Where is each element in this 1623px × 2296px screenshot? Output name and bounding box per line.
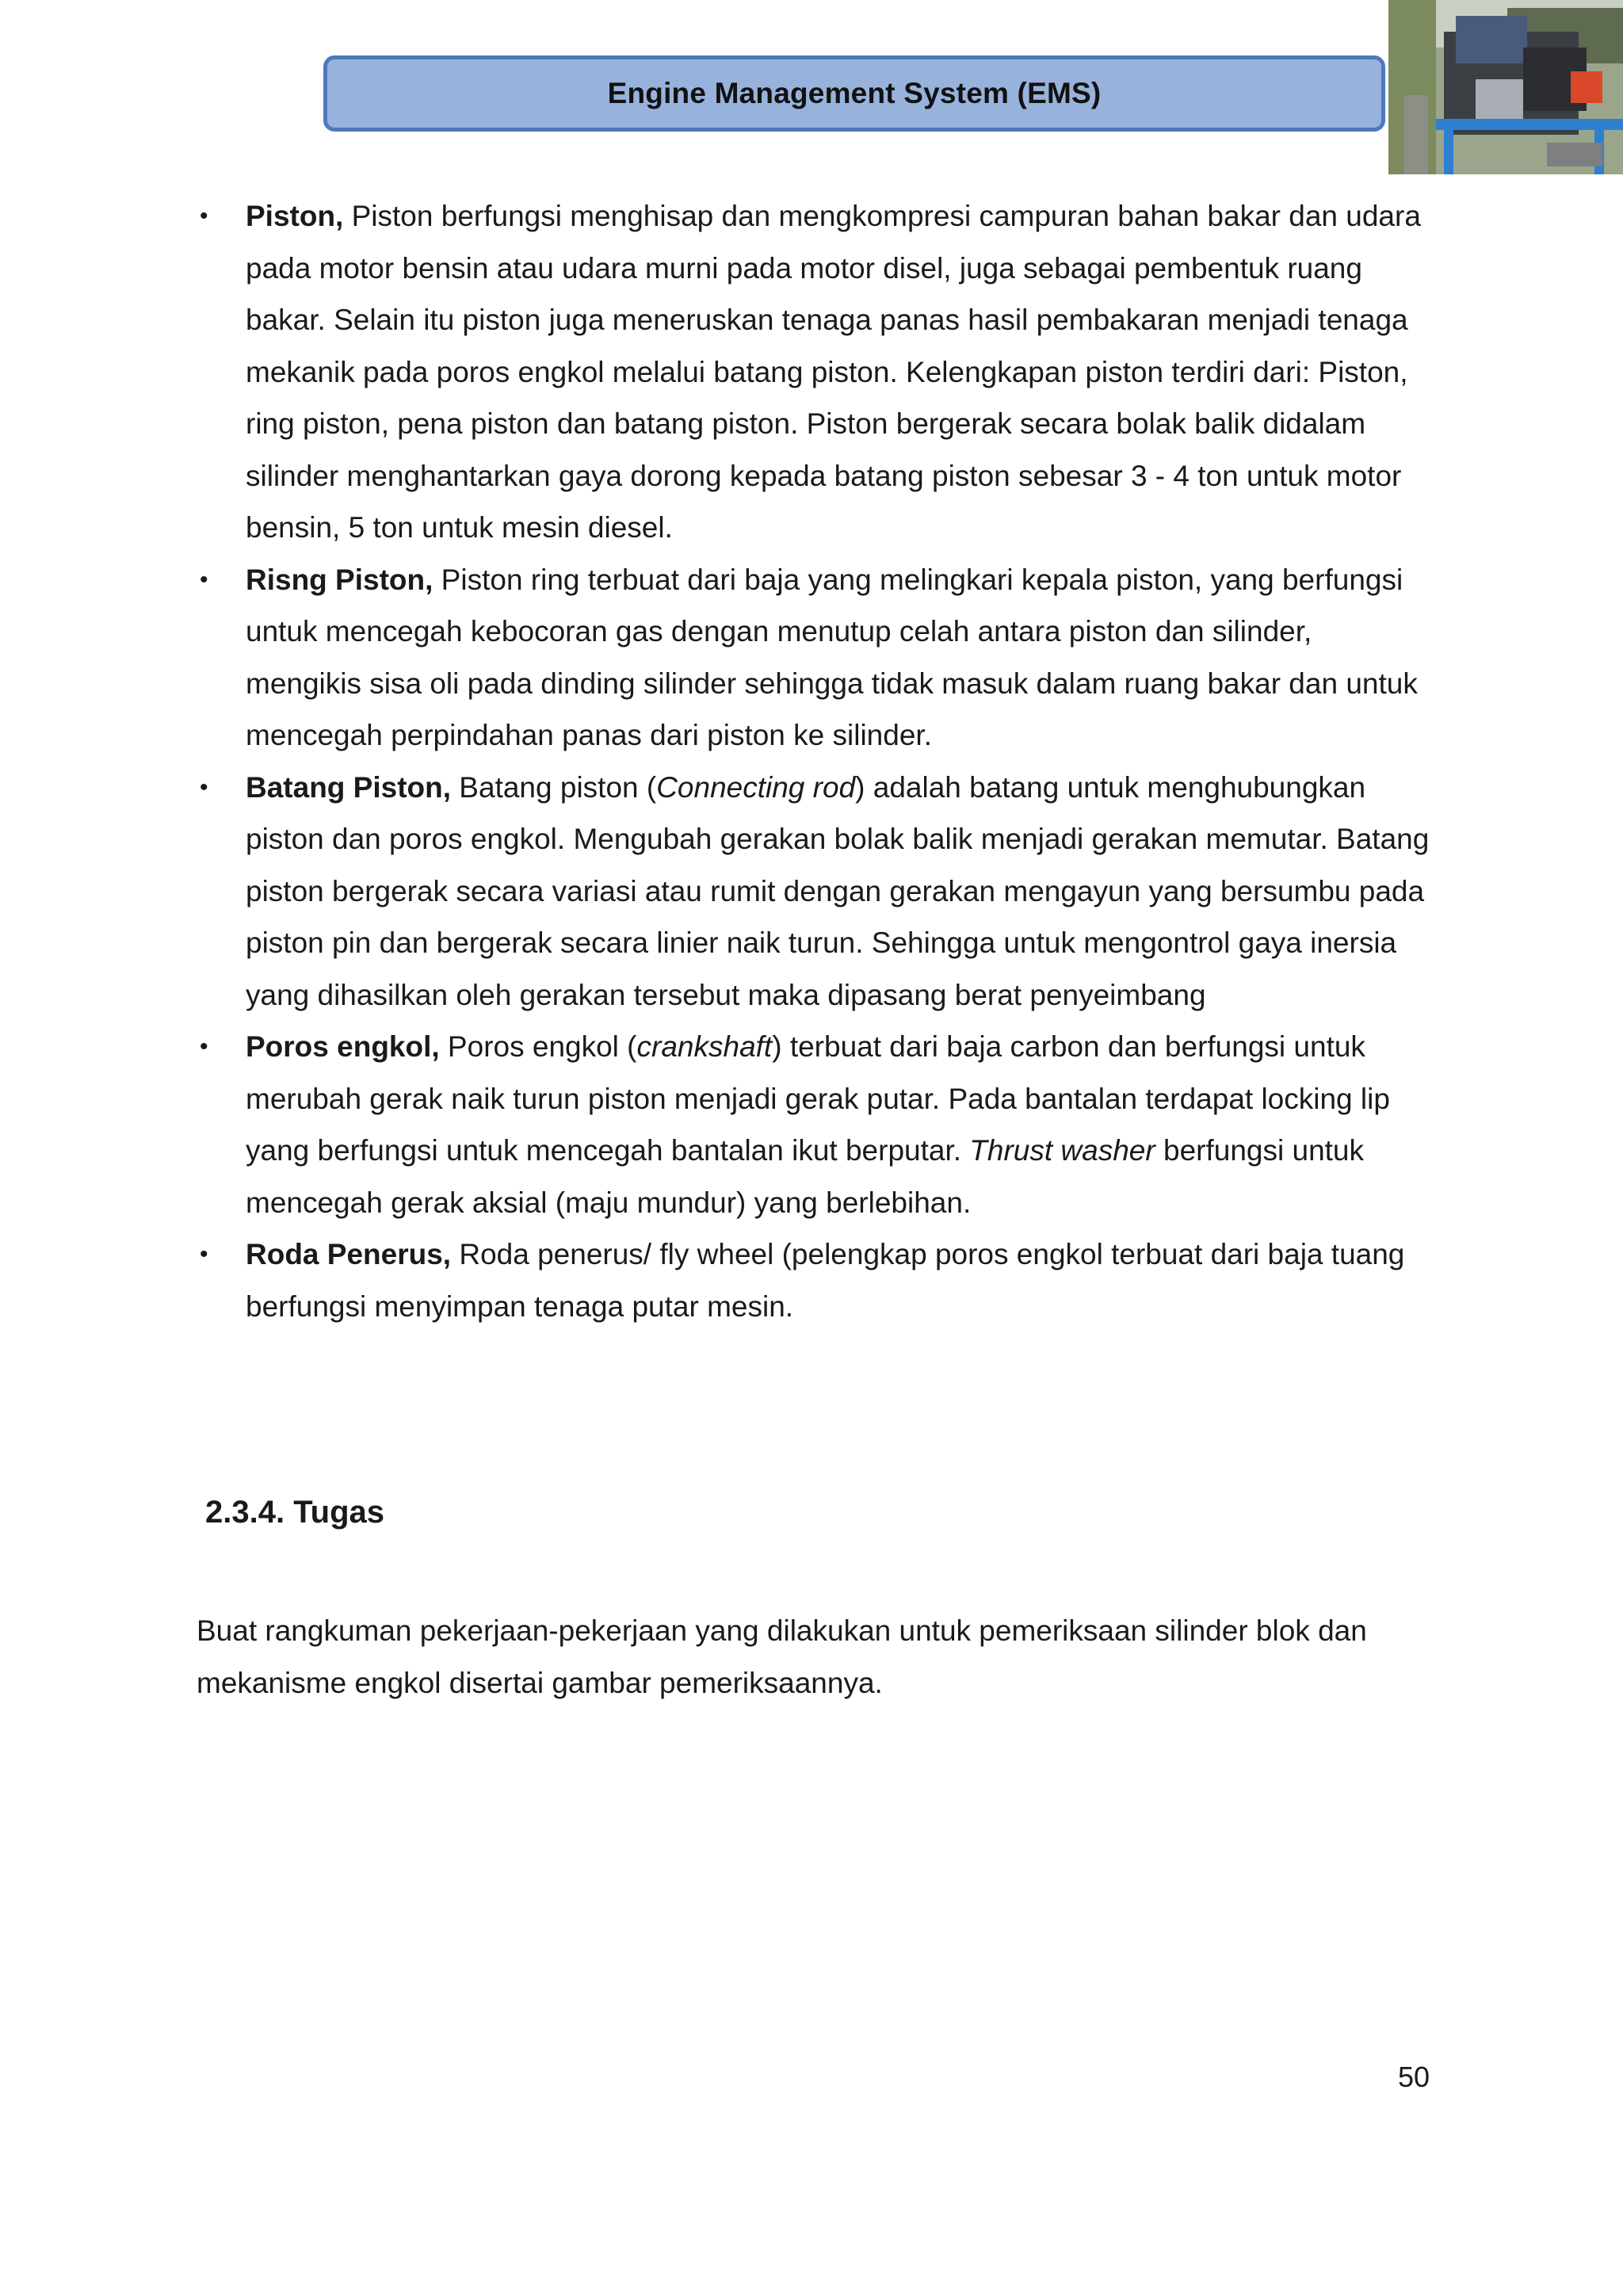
item-italic-term: Connecting rod <box>656 770 856 804</box>
bullet-icon: • <box>200 566 208 593</box>
item-text: Roda penerus/ fly wheel (pelengkap poros engkol terbuat dari baja tuang berfungsi menyimpan tenaga putar mesin. <box>246 1238 1405 1323</box>
bullet-icon: • <box>200 1241 208 1267</box>
item-italic-term: crankshaft <box>636 1030 773 1063</box>
item-text: berfungsi untuk mencegah gerak aksial (maju mundur) yang berlebihan. <box>246 1134 1365 1219</box>
bullet-icon: • <box>200 203 208 229</box>
item-text: Poros engkol ( <box>439 1030 637 1063</box>
item-italic-term: Thrust washer <box>969 1134 1155 1167</box>
list-item <box>197 762 1433 1022</box>
task-paragraph: Buat rangkuman pekerjaan-pekerjaan yang dilakukan untuk pemeriksaan silinder blok dan mekanisme engkol disertai gambar pemeriksaannya. <box>197 1614 1367 1699</box>
header-banner <box>323 55 1385 132</box>
component-list <box>197 190 1433 1332</box>
header-title: Engine Management System (EMS) <box>607 77 1102 109</box>
item-text: Piston berfungsi menghisap dan mengkompresi campuran bahan bakar dan udara pada motor bensin atau udara murni pada motor disel, juga sebagai pembentuk ruang bakar. Selain itu piston juga meneruskan tenaga panas hasil pembakaran menjadi tenaga mekanik pada poros engkol melalui batang piston. Kelengkapan piston terdiri dari: Piston, ring piston, pena piston dan batang piston. Piston bergerak secara bolak balik didalam silinder menghantarkan gaya dorong kepada batang piston sebesar 3 - 4 ton untuk motor bensin, 5 ton untuk mesin diesel. <box>246 200 1421 544</box>
engine-trainer-photo <box>1388 0 1623 174</box>
bullet-icon: • <box>200 774 208 800</box>
item-text: Batang piston ( <box>451 770 657 804</box>
item-title: Batang Piston, <box>246 770 452 804</box>
item-title: Piston, <box>246 200 344 232</box>
list-item <box>197 190 1433 554</box>
item-text: ) terbuat dari baja carbon dan berfungsi untuk merubah gerak naik turun piston menjadi gerak putar. Pada bantalan terdapat locking lip yang berfungsi untuk mencegah bantalan ikut berputar. <box>246 1030 1390 1167</box>
item-title: Risng Piston, <box>246 563 433 596</box>
item-title: Poros engkol, <box>246 1030 440 1063</box>
section-heading: 2.3.4. Tugas <box>205 1495 385 1530</box>
list-item <box>197 1228 1433 1332</box>
list-item <box>197 554 1433 762</box>
bullet-icon: • <box>200 1033 208 1060</box>
item-text: ) adalah batang untuk menghubungkan piston dan poros engkol. Mengubah gerakan bolak balik menjadi gerakan memutar. Batang piston bergerak secara variasi atau rumit dengan gerakan mengayun yang bersumbu pada piston pin dan bergerak secara linier naik turun. Sehingga untuk mengontrol gaya inersia yang dihasilkan oleh gerakan tersebut maka dipasang berat penyeimbang <box>246 770 1430 1011</box>
page-number: 50 <box>1397 2061 1430 2093</box>
item-text: Piston ring terbuat dari baja yang melingkari kepala piston, yang berfungsi untuk mencegah kebocoran gas dengan menutup celah antara piston dan silinder, mengikis sisa oli pada dinding silinder sehingga tidak masuk dalam ruang bakar dan untuk mencegah perpindahan panas dari piston ke silinder. <box>246 563 1418 751</box>
item-title: Roda Penerus, <box>246 1238 452 1270</box>
list-item <box>197 1021 1433 1228</box>
